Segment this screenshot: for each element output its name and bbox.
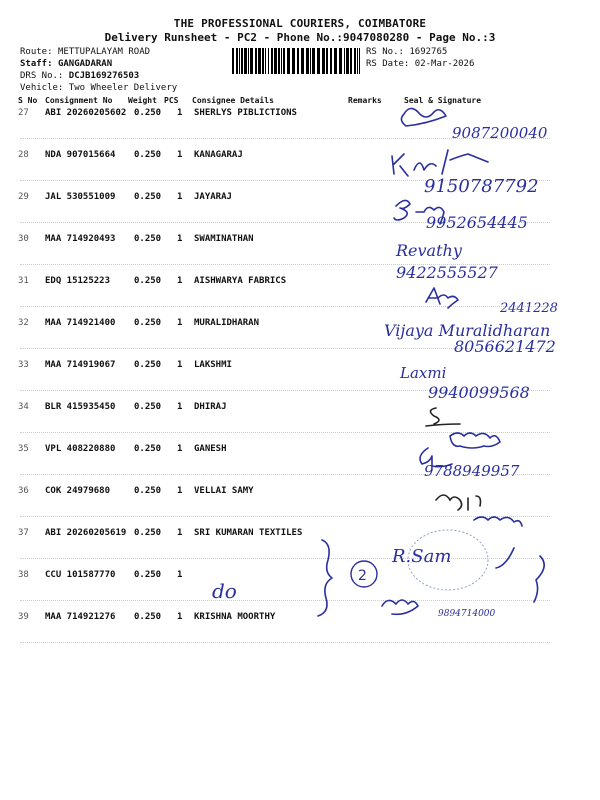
row-weight: 0.250 <box>134 612 162 622</box>
vehicle-value: Two Wheeler Delivery <box>68 83 178 93</box>
row-sno: 36 <box>18 486 29 496</box>
row-pcs: 1 <box>177 612 183 622</box>
row-consignee: KANAGARAJ <box>194 150 243 160</box>
row-weight: 0.250 <box>134 444 162 454</box>
barcode-bar <box>283 48 285 74</box>
table-row <box>0 570 600 610</box>
staff-label: Staff: <box>20 59 53 69</box>
row-weight: 0.250 <box>134 486 162 496</box>
rs-no-label: RS No.: <box>366 47 404 57</box>
row-consignee: SWAMINATHAN <box>194 234 254 244</box>
row-pcs: 1 <box>177 276 183 286</box>
table-row <box>0 234 600 274</box>
barcode-bar <box>258 48 261 74</box>
row-sno: 31 <box>18 276 29 286</box>
row-pcs: 1 <box>177 486 183 496</box>
row-consignee: GANESH <box>194 444 227 454</box>
name-row-32: Vijaya Muralidharan <box>384 321 551 340</box>
name-row-38: do <box>212 579 237 603</box>
table-row <box>0 612 600 652</box>
phone-row-28: 9150787792 <box>424 176 539 197</box>
barcode-bar <box>265 48 266 74</box>
col-seal: Seal & Signature <box>404 96 482 105</box>
barcode-bar <box>334 48 337 74</box>
col-sno: S No <box>18 96 38 105</box>
row-consignee: VELLAI SAMY <box>194 486 254 496</box>
barcode-bar <box>312 48 315 74</box>
barcode-bar <box>292 48 295 74</box>
table-row <box>0 402 600 442</box>
row-consignment: ABI 20260205619 <box>45 528 127 538</box>
row-consignment: EDQ 15125223 <box>45 276 111 286</box>
route-value: METTUPALAYAM ROAD <box>57 47 151 57</box>
table-row <box>0 486 600 526</box>
row-consignee: JAYARAJ <box>194 192 232 202</box>
row-weight: 0.250 <box>134 276 162 286</box>
name-row-33: Laxmi <box>400 364 447 382</box>
barcode-bar <box>232 48 234 74</box>
phone-row-35: 9788949957 <box>424 462 520 480</box>
row-pcs: 1 <box>177 150 183 160</box>
row-consignment: NDA 907015664 <box>45 150 116 160</box>
row-consignee: MURALIDHARAN <box>194 318 260 328</box>
row-consignment: MAA 714920493 <box>45 234 116 244</box>
row-pcs: 1 <box>177 570 183 580</box>
row-divider <box>20 138 550 139</box>
barcode-bar <box>255 48 257 74</box>
barcode-bar <box>310 48 311 74</box>
row-pcs: 1 <box>177 528 183 538</box>
barcode-bar <box>244 48 247 74</box>
table-row <box>0 192 600 232</box>
row-sno: 34 <box>18 402 29 412</box>
row-weight: 0.250 <box>134 234 162 244</box>
phone-row-39: 9894714000 <box>438 609 496 619</box>
row-sno: 30 <box>18 234 29 244</box>
row-divider <box>20 474 550 475</box>
barcode-bar <box>236 48 238 74</box>
row-consignment: COK 24979680 <box>45 486 111 496</box>
row-consignee: LAKSHMI <box>194 360 232 370</box>
row-weight: 0.250 <box>134 318 162 328</box>
barcode-bar <box>322 48 325 74</box>
row-sno: 37 <box>18 528 29 538</box>
barcode-bar <box>339 48 342 74</box>
phone-row-27: 9087200040 <box>452 124 548 142</box>
barcode-bar <box>317 48 320 74</box>
row-sno: 29 <box>18 192 29 202</box>
rs-date-line <box>366 58 474 70</box>
row-consignment: MAA 714921400 <box>45 318 116 328</box>
row-divider <box>20 306 550 307</box>
table-row <box>0 528 600 568</box>
row-divider <box>20 600 550 601</box>
barcode-bar <box>271 48 273 74</box>
row-consignee: AISHWARYA FABRICS <box>194 276 287 286</box>
table-row <box>0 108 600 148</box>
barcode-bar <box>330 48 332 74</box>
barcode-bar <box>287 48 290 74</box>
rs-no-value: 1692765 <box>409 47 448 57</box>
barcode-bar <box>359 48 360 74</box>
row-consignee: DHIRAJ <box>194 402 227 412</box>
row-divider <box>20 642 550 643</box>
barcode-bar <box>268 48 269 74</box>
route-line <box>20 46 150 58</box>
staff-line <box>20 58 112 70</box>
row-weight: 0.250 <box>134 108 162 118</box>
row-divider <box>20 390 550 391</box>
table-row <box>0 444 600 484</box>
barcode-bar <box>241 48 243 74</box>
drs-line <box>20 70 139 82</box>
row-consignee: SHERLYS PIBLICTIONS <box>194 108 297 118</box>
row-pcs: 1 <box>177 192 183 202</box>
vehicle-line <box>20 82 177 94</box>
col-remarks: Remarks <box>348 96 382 105</box>
row-sno: 33 <box>18 360 29 370</box>
barcode-bar <box>248 48 249 74</box>
row-divider <box>20 264 550 265</box>
drs-value: DCJB169276503 <box>68 71 140 81</box>
row-divider <box>20 180 550 181</box>
row-consignee: SRI KUMARAN TEXTILES <box>194 528 303 538</box>
row-weight: 0.250 <box>134 570 162 580</box>
stamp-number: 2 <box>358 568 367 584</box>
table-row <box>0 276 600 316</box>
drs-label: DRS No.: <box>20 71 64 81</box>
company-title: THE PROFESSIONAL COURIERS, COIMBATORE <box>173 17 427 30</box>
barcode-bar <box>306 48 309 74</box>
table-row <box>0 360 600 400</box>
barcode-bar <box>250 48 253 74</box>
barcode-bar <box>262 48 264 74</box>
rs-no-line <box>366 46 447 58</box>
phone-row-31: 2441228 <box>500 301 558 316</box>
row-pcs: 1 <box>177 360 183 370</box>
col-weight: Weight <box>128 96 157 105</box>
row-pcs: 1 <box>177 318 183 328</box>
barcode-bar <box>278 48 280 74</box>
name-row-30: Revathy <box>396 241 462 260</box>
phone-row-33: 9940099568 <box>428 383 530 402</box>
col-consignment: Consignment No <box>45 96 113 105</box>
row-pcs: 1 <box>177 234 183 244</box>
phone-row-29: 9952654445 <box>426 213 528 232</box>
barcode <box>232 48 360 74</box>
row-weight: 0.250 <box>134 192 162 202</box>
col-consignee: Consignee Details <box>192 96 274 105</box>
row-consignment: MAA 714919067 <box>45 360 116 370</box>
row-consignment: CCU 101587770 <box>45 570 116 580</box>
barcode-bar <box>281 48 282 74</box>
barcode-bar <box>344 48 345 74</box>
barcode-bar <box>354 48 356 74</box>
row-sno: 28 <box>18 150 29 160</box>
row-divider <box>20 516 550 517</box>
row-consignment: VPL 408220880 <box>45 444 116 454</box>
row-pcs: 1 <box>177 402 183 412</box>
col-pcs: PCS <box>164 96 179 105</box>
rs-date-label: RS Date: <box>366 59 410 69</box>
barcode-bar <box>297 48 299 74</box>
phone-row-32: 8056621472 <box>454 337 556 356</box>
barcode-bar <box>239 48 240 74</box>
table-row <box>0 318 600 358</box>
row-consignment: BLR 415935450 <box>45 402 116 412</box>
row-divider <box>20 432 550 433</box>
barcode-bar <box>301 48 304 74</box>
row-weight: 0.250 <box>134 360 162 370</box>
row-weight: 0.250 <box>134 528 162 538</box>
row-sno: 38 <box>18 570 29 580</box>
row-divider <box>20 558 550 559</box>
row-consignment: MAA 714921276 <box>45 612 116 622</box>
barcode-bar <box>346 48 349 74</box>
row-divider <box>20 348 550 349</box>
row-sno: 35 <box>18 444 29 454</box>
runsheet-subtitle: Delivery Runsheet - PC2 - Phone No.:9047080280 - Page No.:3 <box>104 31 496 44</box>
row-consignee: KRISHNA MOORTHY <box>194 612 276 622</box>
row-consignment: ABI 20260205602 <box>45 108 127 118</box>
rs-date-value: 02-Mar-2026 <box>414 59 475 69</box>
row-consignment: JAL 530551009 <box>45 192 116 202</box>
barcode-bar <box>350 48 352 74</box>
staff-value: GANGADARAN <box>57 59 113 69</box>
barcode-bar <box>274 48 277 74</box>
route-label: Route: <box>20 47 53 57</box>
barcode-bar <box>326 48 328 74</box>
row-sno: 27 <box>18 108 29 118</box>
row-pcs: 1 <box>177 108 183 118</box>
vehicle-label: Vehicle: <box>20 83 64 93</box>
row-weight: 0.250 <box>134 150 162 160</box>
row-weight: 0.250 <box>134 402 162 412</box>
row-sno: 32 <box>18 318 29 328</box>
phone-row-30: 9422555527 <box>396 263 498 282</box>
barcode-bar <box>357 48 358 74</box>
table-row <box>0 150 600 190</box>
name-row-37: R.Sam <box>392 546 452 567</box>
row-sno: 39 <box>18 612 29 622</box>
row-pcs: 1 <box>177 444 183 454</box>
row-divider <box>20 222 550 223</box>
